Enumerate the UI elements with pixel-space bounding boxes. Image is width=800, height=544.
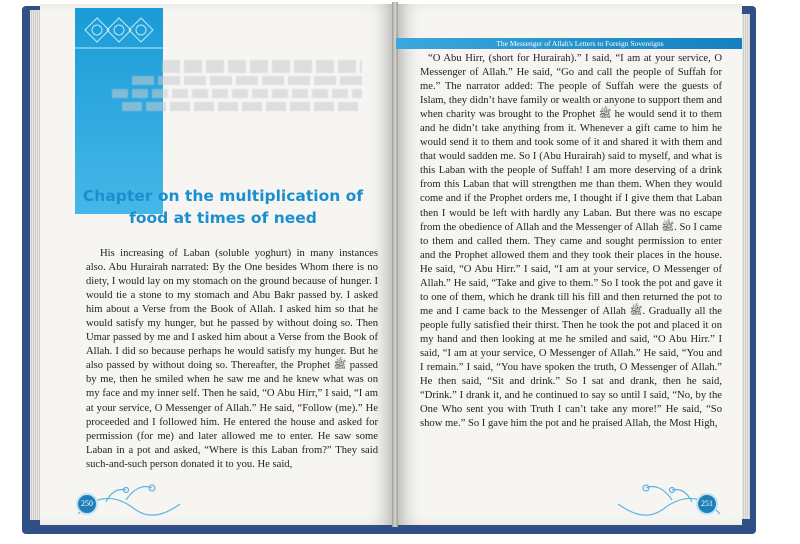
page-number-right: 251 xyxy=(696,493,718,515)
floral-ornament-left-icon xyxy=(56,474,186,524)
book-gutter xyxy=(392,2,398,527)
chapter-title-line-2: food at times of need xyxy=(129,209,317,227)
right-page-body-text: “O Abu Hirr, (short for Hurairah).” I said, “I am at your service, O Messenger of Allah.” He said, “Go and call the people of Suffah for me.” The narrator added: The people of Suffah were the guests of Islam, they didn’t have family or wealth or anyone to support them and when charity was brought to the Prophet ﷺ he would send it to them and he didn’t take anything from it. Whenever a gift came to him he would send it to them and took some of it and shared it with them and that would sadden me. So I (Abu Hurairah) said to myself, and what is this Laban with the people of Suffah! I am more deserving of a drink from this Laban that will strengthen me than them. When they would come and if the Prophet orders me, I thought if I give them that Laban then I would be left with hardly any Laban. But there was no escape from the obedience of Allah and the Messenger of Allah ﷺ. So I came to them and called them. They came and sought permission to enter and the Prophet allowed them and they took their places in the house. He said, “O Abu Hirr.” I said, “I am at your service, O Messenger of Allah.” He said, “Take and give to them.” So I took the pot and gave it to one of them, which he drank till his fill and then returned the pot to me and I came back to the Messenger of Allah ﷺ. Gradually all the people fully satisfied their thirst. Then he took the pot and placed it on my hand and then looking at me he smiled and said, “O Abu Hirr.” I said, “I am at your service, O Messenger of Allah.” He said, “You and I remain.” I said, “You have spoken the truth, O Messenger of Allah.” He then said, “Sit and drink.” So I sat and drank, then he said, “Drink.” I drank it, and he continued to say so until I said, “No, by the One Who sent you with Truth I can’t take any more!” He said, “So show me.” So I gave him the pot and he praised Allah, the Most High, xyxy=(420,53,723,430)
page-number-left: 250 xyxy=(76,493,98,515)
floral-ornament-right-icon xyxy=(612,474,742,524)
show-through-text xyxy=(72,60,372,115)
running-header: The Messenger of Allah's Letters to Foreign Sovereigns xyxy=(496,39,664,48)
chapter-title xyxy=(70,185,376,229)
geometric-ornament-icon xyxy=(75,8,163,52)
left-page-body-text: His increasing of Laban (soluble yoghurt) in many instances also. Abu Hurairah narrated: By the One besides Whom there is no diety, I would lay on my stomach on the ground because of hunger. I would tie a stone to my stomach and Abu Bakr passed by. I asked him about a Verse from the Book of Allah. I asked him so that he would satisfy my hunger, but he passed by without doing so. Then Umar passed by me and I asked him about a Verse from the Book of Allah. I did so because perhaps he would satisfy my hunger. But he also passed by without doing so. Thereafter, the Prophet ﷺ passed by me, then he smiled when he saw me and he knew what was on my face and my inner self. Then he said, “O Abu Hirr,” I said, “I am at your service, O Messenger of Allah.” He said, “Follow (me).” He proceeded and I followed him. He entered the house and asked for permission (for me) and later allowed me to enter. He saw some Laban in a pot and asked, “Where is this Laban from?” They said such-and-such person donated it to you. He said, xyxy=(86,248,378,470)
chapter-title-line-1: Chapter on the multiplication of xyxy=(82,187,364,205)
